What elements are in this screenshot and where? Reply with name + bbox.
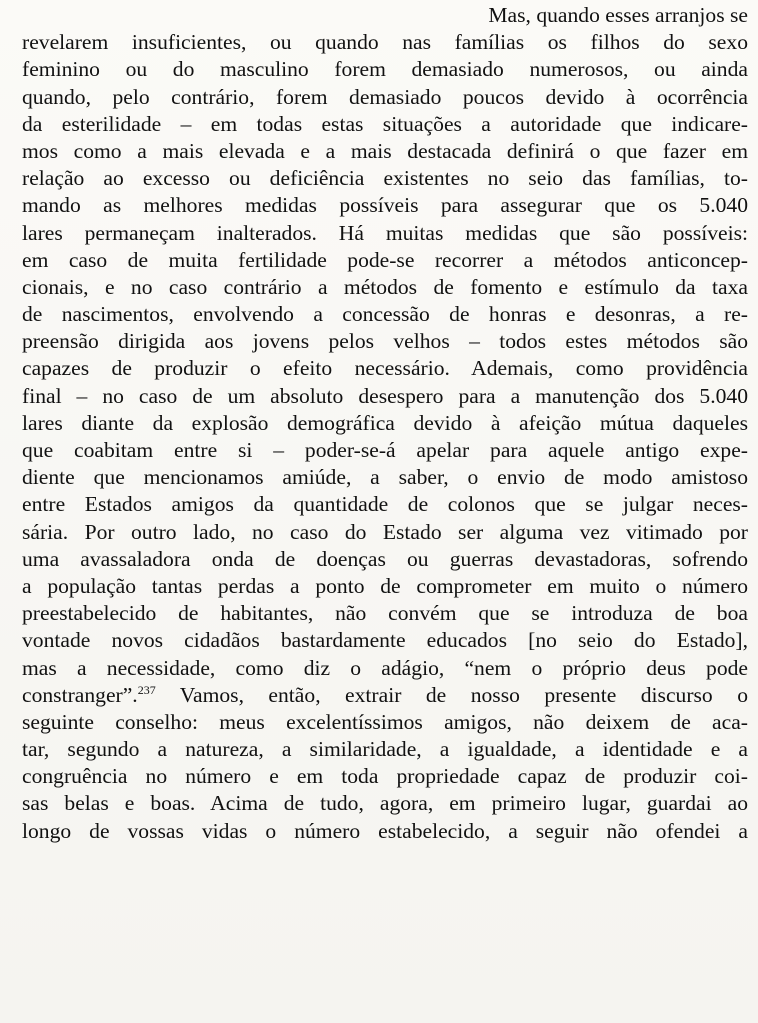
text-line-6: mos como a mais elevada e a mais destacada definirá o que fazer em [22, 138, 748, 163]
text-line-5: da esterilidade – em todas estas situações a autoridade que indicare- [22, 111, 748, 136]
text-line-25: mas a necessidade, como diz o adágio, “nem o próprio deus pode [22, 655, 748, 680]
text-line-20: sária. Por outro lado, no caso do Estado ser alguma vez vitimado por [22, 519, 748, 544]
text-line-2: revelarem insuficientes, ou quando nas famílias os filhos do sexo [22, 30, 748, 55]
text-line-13: preensão dirigida aos jovens pelos velhos – todos estes métodos são [22, 329, 748, 354]
text-line-7: relação ao excesso ou deficiência existentes no seio das famílias, to- [22, 166, 748, 191]
text-line-10: em caso de muita fertilidade pode-se recorrer a métodos anticoncep- [22, 247, 748, 272]
text-line-8: mando as melhores medidas possíveis para assegurar que os 5.040 [22, 193, 748, 218]
text-line-31: longo de vossas vidas o número estabelecido, a seguir não ofendei a [22, 818, 748, 843]
text-line-26-start: constranger”. [22, 682, 138, 707]
body-text [22, 2, 748, 845]
text-line-26 [22, 682, 748, 709]
text-line-22: a população tantas perdas a ponto de comprometer em muito o número [22, 573, 748, 598]
text-line-28: tar, segundo a natureza, a similaridade, a igualdade, a identidade e a [22, 737, 748, 762]
text-line-3: feminino ou do masculino forem demasiado numerosos, ou ainda [22, 57, 748, 82]
text-line-16: lares diante da explosão demográfica devido à afeição mútua daqueles [22, 410, 748, 435]
text-line-12: de nascimentos, envolvendo a concessão de honras e desonras, a re- [22, 302, 748, 327]
text-line-11: cionais, e no caso contrário a métodos de fomento e estímulo da taxa [22, 274, 748, 299]
text-line-27: seguinte conselho: meus excelentíssimos amigos, não deixem de aca- [22, 709, 748, 734]
text-line-18: diente que mencionamos amiúde, a saber, o envio de modo amistoso [22, 465, 748, 490]
text-line-4: quando, pelo contrário, forem demasiado poucos devido à ocorrência [22, 84, 748, 109]
footnote-reference: 237 [137, 682, 156, 697]
text-line-19: entre Estados amigos da quantidade de colonos que se julgar neces- [22, 492, 748, 517]
text-line-15: final – no caso de um absoluto desespero para a manutenção dos 5.040 [22, 383, 748, 408]
text-line-14: capazes de produzir o efeito necessário. Ademais, como providência [22, 356, 748, 381]
text-line-30: sas belas e boas. Acima de tudo, agora, em primeiro lugar, guardai ao [22, 791, 748, 816]
text-line-29: congruência no número e em toda propriedade capaz de produzir coi- [22, 764, 748, 789]
text-line-26-end: Vamos, então, extrair de nosso presente discurso o [155, 682, 748, 707]
text-line-23: preestabelecido de habitantes, não convém que se introduza de boa [22, 601, 748, 626]
text-line-9: lares permaneçam inalterados. Há muitas medidas que são possíveis: [22, 220, 748, 245]
text-line-24: vontade novos cidadãos bastardamente educados [no seio do Estado], [22, 628, 748, 653]
text-line-1: Mas, quando esses arranjos se [488, 3, 748, 27]
text-line-17: que coabitam entre si – poder-se-á apelar para aquele antigo expe- [22, 438, 748, 462]
text-line-21: uma avassaladora onda de doenças ou guerras devastadoras, sofrendo [22, 546, 748, 571]
